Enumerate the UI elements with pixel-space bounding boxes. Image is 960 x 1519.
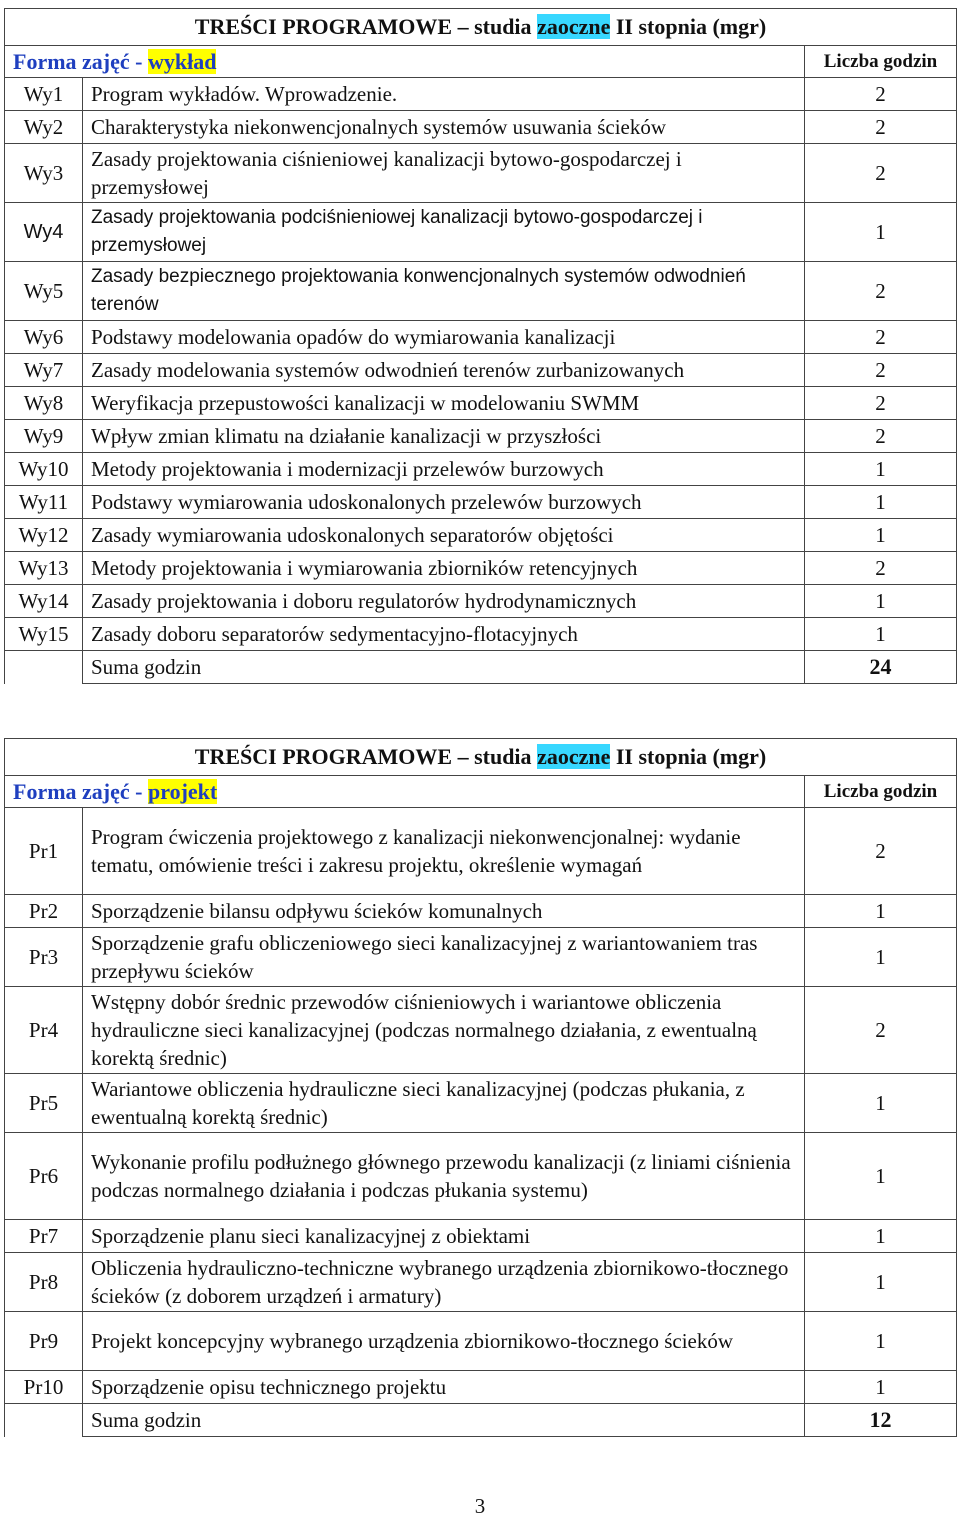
row-topic: Wstępny dobór średnic przewodów ciśnieniowych i wariantowe obliczenia hydrauliczne sieci kanalizacyjnej (podczas normalnego działania, z ewentualną korektą średnic) bbox=[83, 987, 805, 1074]
row-hours: 2 bbox=[805, 354, 957, 387]
form-row bbox=[5, 46, 957, 78]
row-code: Pr10 bbox=[5, 1371, 83, 1404]
row-topic: Zasady projektowania podciśnieniowej kanalizacji bytowo-gospodarczej i przemysłowej bbox=[83, 203, 805, 262]
lecture-table bbox=[4, 8, 957, 684]
row-code: Wy6 bbox=[5, 321, 83, 354]
row-hours: 1 bbox=[805, 585, 957, 618]
table-row bbox=[5, 453, 957, 486]
row-hours: 1 bbox=[805, 895, 957, 928]
table-row bbox=[5, 78, 957, 111]
row-code: Pr1 bbox=[5, 808, 83, 895]
table-row bbox=[5, 618, 957, 651]
row-topic: Wykonanie profilu podłużnego głównego przewodu kanalizacji (z liniami ciśnienia podczas normalnego działania i podczas płukania systemu) bbox=[83, 1133, 805, 1220]
row-code: Wy4 bbox=[5, 203, 83, 262]
row-code: Pr8 bbox=[5, 1253, 83, 1312]
row-code: Wy3 bbox=[5, 144, 83, 203]
row-code: Wy12 bbox=[5, 519, 83, 552]
row-topic: Zasady modelowania systemów odwodnień terenów zurbanizowanych bbox=[83, 354, 805, 387]
row-hours: 2 bbox=[805, 321, 957, 354]
row-code: Wy2 bbox=[5, 111, 83, 144]
form-label: Forma zajęć - wykład bbox=[5, 46, 805, 78]
row-code: Wy7 bbox=[5, 354, 83, 387]
row-code: Pr2 bbox=[5, 895, 83, 928]
row-code: Wy11 bbox=[5, 486, 83, 519]
total-blank-cell bbox=[5, 1404, 83, 1437]
row-hours: 1 bbox=[805, 1074, 957, 1133]
row-hours: 1 bbox=[805, 1253, 957, 1312]
table-row bbox=[5, 111, 957, 144]
row-topic: Sporządzenie planu sieci kanalizacyjnej z obiektami bbox=[83, 1220, 805, 1253]
row-code: Wy15 bbox=[5, 618, 83, 651]
table-row bbox=[5, 420, 957, 453]
row-hours: 2 bbox=[805, 78, 957, 111]
row-hours: 2 bbox=[805, 987, 957, 1074]
table-header-row bbox=[5, 739, 957, 776]
row-topic: Zasady wymiarowania udoskonalonych separatorów objętości bbox=[83, 519, 805, 552]
table-row bbox=[5, 1133, 957, 1220]
row-code: Wy8 bbox=[5, 387, 83, 420]
table-row bbox=[5, 552, 957, 585]
total-blank-cell bbox=[5, 651, 83, 684]
row-topic: Wpływ zmian klimatu na działanie kanalizacji w przyszłości bbox=[83, 420, 805, 453]
row-code: Pr5 bbox=[5, 1074, 83, 1133]
row-topic: Metody projektowania i wymiarowania zbiorników retencyjnych bbox=[83, 552, 805, 585]
row-hours: 2 bbox=[805, 420, 957, 453]
table-row bbox=[5, 1371, 957, 1404]
table-row bbox=[5, 321, 957, 354]
row-hours: 1 bbox=[805, 486, 957, 519]
row-topic: Sporządzenie opisu technicznego projektu bbox=[83, 1371, 805, 1404]
table-row bbox=[5, 895, 957, 928]
row-hours: 1 bbox=[805, 928, 957, 987]
table-row bbox=[5, 1312, 957, 1371]
row-topic: Zasady projektowania i doboru regulatorów hydrodynamicznych bbox=[83, 585, 805, 618]
table-row bbox=[5, 519, 957, 552]
row-code: Wy13 bbox=[5, 552, 83, 585]
table-row bbox=[5, 262, 957, 321]
highlight-form: projekt bbox=[147, 778, 218, 804]
row-code: Pr7 bbox=[5, 1220, 83, 1253]
table-row bbox=[5, 203, 957, 262]
row-code: Pr4 bbox=[5, 987, 83, 1074]
project-table bbox=[4, 738, 957, 1437]
row-hours: 2 bbox=[805, 144, 957, 203]
total-label: Suma godzin bbox=[83, 651, 805, 684]
row-hours: 1 bbox=[805, 1133, 957, 1220]
row-topic: Podstawy wymiarowania udoskonalonych przelewów burzowych bbox=[83, 486, 805, 519]
row-hours: 1 bbox=[805, 453, 957, 486]
table-row bbox=[5, 387, 957, 420]
row-hours: 2 bbox=[805, 387, 957, 420]
page-number: 3 bbox=[474, 1494, 486, 1518]
total-hours: 12 bbox=[805, 1404, 957, 1437]
row-hours: 2 bbox=[805, 111, 957, 144]
row-topic: Zasady doboru separatorów sedymentacyjno-flotacyjnych bbox=[83, 618, 805, 651]
row-hours: 1 bbox=[805, 1220, 957, 1253]
row-code: Wy5 bbox=[5, 262, 83, 321]
table-row bbox=[5, 987, 957, 1074]
row-topic: Weryfikacja przepustowości kanalizacji w modelowaniu SWMM bbox=[83, 387, 805, 420]
form-label: Forma zajęć - projekt bbox=[5, 776, 805, 808]
table-row bbox=[5, 486, 957, 519]
total-row bbox=[5, 1404, 957, 1437]
highlight-zaoczne: zaoczne bbox=[537, 14, 611, 39]
row-code: Wy1 bbox=[5, 78, 83, 111]
row-code: Pr3 bbox=[5, 928, 83, 987]
row-topic: Zasady projektowania ciśnieniowej kanalizacji bytowo-gospodarczej i przemysłowej bbox=[83, 144, 805, 203]
row-hours: 1 bbox=[805, 1371, 957, 1404]
row-code: Wy10 bbox=[5, 453, 83, 486]
row-code: Pr6 bbox=[5, 1133, 83, 1220]
total-row bbox=[5, 651, 957, 684]
row-topic: Wariantowe obliczenia hydrauliczne sieci kanalizacyjnej (podczas płukania, z ewentualną korektą średnic) bbox=[83, 1074, 805, 1133]
table-row bbox=[5, 928, 957, 987]
hours-column-header: Liczba godzin bbox=[805, 46, 957, 78]
table-row bbox=[5, 354, 957, 387]
row-hours: 1 bbox=[805, 1312, 957, 1371]
row-hours: 1 bbox=[805, 519, 957, 552]
row-code: Wy14 bbox=[5, 585, 83, 618]
total-hours: 24 bbox=[805, 651, 957, 684]
row-topic: Program ćwiczenia projektowego z kanalizacji niekonwencjonalnej: wydanie tematu, omówienie treści i zakresu projektu, określenie wymagań bbox=[83, 808, 805, 895]
row-topic: Charakterystyka niekonwencjonalnych systemów usuwania ścieków bbox=[83, 111, 805, 144]
row-hours: 2 bbox=[805, 262, 957, 321]
table-row bbox=[5, 144, 957, 203]
table-row bbox=[5, 808, 957, 895]
highlight-form: wykład bbox=[147, 48, 217, 74]
row-topic: Zasady bezpiecznego projektowania konwencjonalnych systemów odwodnień terenów bbox=[83, 262, 805, 321]
row-code: Wy9 bbox=[5, 420, 83, 453]
row-topic: Obliczenia hydrauliczno-techniczne wybranego urządzenia zbiornikowo-tłocznego ścieków (z doborem urządzeń i armatury) bbox=[83, 1253, 805, 1312]
row-hours: 1 bbox=[805, 203, 957, 262]
table-row bbox=[5, 1220, 957, 1253]
row-hours: 2 bbox=[805, 552, 957, 585]
table-row bbox=[5, 585, 957, 618]
row-topic: Program wykładów. Wprowadzenie. bbox=[83, 78, 805, 111]
table-header-row bbox=[5, 9, 957, 46]
table-row bbox=[5, 1253, 957, 1312]
row-topic: Sporządzenie grafu obliczeniowego sieci kanalizacyjnej z wariantowaniem tras przepływu ścieków bbox=[83, 928, 805, 987]
table-row bbox=[5, 1074, 957, 1133]
row-topic: Podstawy modelowania opadów do wymiarowania kanalizacji bbox=[83, 321, 805, 354]
row-code: Pr9 bbox=[5, 1312, 83, 1371]
row-hours: 1 bbox=[805, 618, 957, 651]
row-topic: Projekt koncepcyjny wybranego urządzenia zbiornikowo-tłocznego ścieków bbox=[83, 1312, 805, 1371]
table-title: TREŚCI PROGRAMOWE – studia zaoczne II stopnia (mgr) bbox=[5, 9, 957, 46]
hours-column-header: Liczba godzin bbox=[805, 776, 957, 808]
highlight-zaoczne: zaoczne bbox=[537, 744, 611, 769]
row-topic: Metody projektowania i modernizacji przelewów burzowych bbox=[83, 453, 805, 486]
row-topic: Sporządzenie bilansu odpływu ścieków komunalnych bbox=[83, 895, 805, 928]
table-title: TREŚCI PROGRAMOWE – studia zaoczne II stopnia (mgr) bbox=[5, 739, 957, 776]
total-label: Suma godzin bbox=[83, 1404, 805, 1437]
row-hours: 2 bbox=[805, 808, 957, 895]
form-row bbox=[5, 776, 957, 808]
